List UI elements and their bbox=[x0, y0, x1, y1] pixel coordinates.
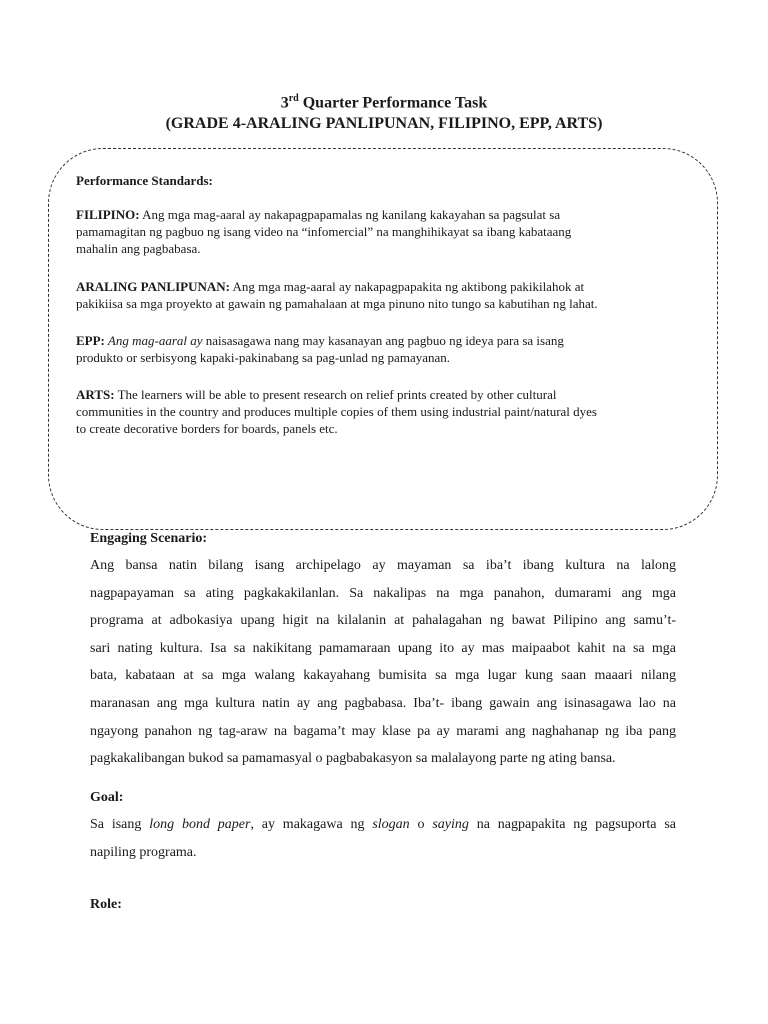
standard-araling-panlipunan bbox=[76, 278, 686, 312]
epp-line-1: naisasagawa nang may kasanayan ang pagbuo ng ideya para sa isang bbox=[202, 333, 564, 348]
title-rest: Quarter Performance Task bbox=[298, 94, 488, 112]
arts-label: ARTS: bbox=[76, 387, 115, 402]
arts-line-3: to create decorative borders for boards, panels etc. bbox=[76, 421, 338, 436]
epp-italic: Ang mag-aaral ay bbox=[104, 333, 203, 348]
goal-text-saying: saying bbox=[432, 817, 469, 832]
scenario-paragraph bbox=[90, 552, 676, 773]
goal-text-a: Sa isang bbox=[90, 817, 150, 832]
goal-text-long-bond-paper: long bond paper bbox=[149, 817, 251, 832]
arts-line-2: communities in the country and produces multiple copies of them using industrial paint/natural dyes bbox=[76, 404, 597, 419]
title-superscript: rd bbox=[288, 93, 299, 104]
araling-line-2: pakikiisa sa mga proyekto at gawain ng pamahalaan at mga pinuno nito tungo sa kabutihan ng lahat. bbox=[76, 296, 598, 311]
filipino-line-2: pamamagitan ng pagbuo ng isang video na “infomercial” na manghihikayat sa ibang kabataang bbox=[76, 224, 572, 239]
filipino-line-1: Ang mga mag-aaral ay nakapagpapamalas ng kanilang kakayahan sa pagsulat sa bbox=[139, 207, 561, 222]
document-title bbox=[0, 93, 768, 112]
scenario-line-4: sari nating kultura. Isa sa nakikitang pamamaraan upang ito ay mas maipaabot kahit na sa mga bbox=[90, 640, 676, 656]
scenario-line-6: maranasan ang mga kultura natin ay ang pagbabasa. Iba’t- ibang gawain ang isinasagawa lao na bbox=[90, 695, 676, 711]
scenario-heading: Engaging Scenario: bbox=[90, 531, 208, 546]
scenario-line-3: programa at adbokasiya upang higit na kilalanin at pahalagahan ng bawat Pilipino ang samu’t- bbox=[90, 613, 676, 629]
role-heading: Role: bbox=[90, 897, 122, 912]
scenario-line-5: bata, kabataan at sa mga walang kakayahang bumisita sa mga lugar kung saan maaari nilang bbox=[90, 668, 676, 684]
goal-paragraph bbox=[90, 811, 676, 866]
araling-line-1: Ang mga mag-aaral ay nakapagpapakita ng aktibong pakikilahok at bbox=[229, 279, 585, 294]
goal-line-2: napiling programa. bbox=[90, 844, 197, 860]
arts-line-1: The learners will be able to present research on relief prints created by other cultural bbox=[114, 387, 557, 402]
epp-line-2: produkto or serbisyong kapaki-pakinabang sa pag-unlad ng pamayanan. bbox=[76, 350, 451, 365]
standard-epp bbox=[76, 332, 686, 366]
filipino-label: FILIPINO: bbox=[76, 207, 140, 222]
standard-filipino bbox=[76, 206, 686, 257]
document-subtitle: (GRADE 4-ARALING PANLIPUNAN, FILIPINO, EPP, ARTS) bbox=[165, 115, 603, 132]
goal-text-c: , ay makagawa ng bbox=[250, 817, 373, 832]
goal-heading: Goal: bbox=[90, 790, 124, 805]
goal-text-e: o bbox=[409, 817, 433, 832]
goal-text-slogan: slogan bbox=[372, 817, 410, 832]
goal-text-g: na nagpapakita ng pagsuporta sa bbox=[468, 817, 676, 832]
scenario-line-8: pagkakalibangan bukod sa pamamasyal o pagbabakasyon sa malalayong parte ng ating bansa. bbox=[90, 751, 616, 767]
standard-arts bbox=[76, 386, 686, 437]
epp-label: EPP: bbox=[76, 333, 105, 348]
araling-label: ARALING PANLIPUNAN: bbox=[76, 279, 230, 294]
scenario-line-1: Ang bansa natin bilang isang archipelago ay mayaman sa iba’t ibang kultura na lalong bbox=[90, 558, 676, 573]
performance-standards-heading: Performance Standards: bbox=[76, 173, 213, 188]
scenario-line-7: ngayong panahon ng tag-araw na bagama’t may klase pa ay marami ang naghahanap ng iba pang bbox=[90, 723, 676, 739]
goal-line-1 bbox=[90, 811, 676, 839]
filipino-line-3: mahalin ang pagbabasa. bbox=[76, 241, 201, 256]
scenario-line-2: nagpapayaman sa ating pagkakakilanlan. Sa nakalipas na mga panahon, dumarami ang mga bbox=[90, 585, 676, 601]
title-number: 3 bbox=[280, 94, 289, 112]
